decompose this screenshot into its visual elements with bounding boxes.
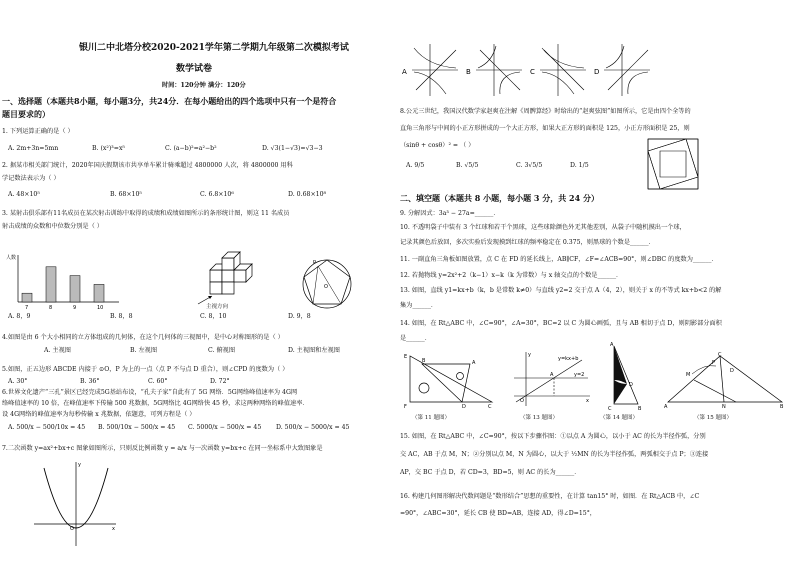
- q1-stem: 1. 下列运算正确的是（ ）: [2, 128, 74, 135]
- q6-stem: 6.世界文化遗产“三孔”景区已经完成5G基站布设，“孔夫子家”自此有了 5G 网络．5G网络峰值速率为 4G网: [2, 389, 298, 396]
- q3-x-tick-9: 9: [73, 305, 77, 311]
- q3-y-axis-label: 人数: [6, 255, 17, 261]
- q13-stem-2: 集为______．: [400, 302, 438, 309]
- q8-option-b: B. √5/5: [456, 162, 479, 169]
- svg-text:N: N: [722, 404, 726, 410]
- q3-x-tick-10: 10: [97, 305, 104, 311]
- q4-stem: 4.如图是由 6 个大小相同的立方体组成的几何体，在这个几何体的三视图中，是中心对称图形的是（ ）: [2, 334, 284, 341]
- q3-option-b: B. 8，8: [110, 313, 133, 320]
- svg-text:F: F: [404, 404, 407, 410]
- section1-heading: 一、选择题（本题共8小题，每小题3分，共24分．在每小题给出的四个选项中只有一个是符合: [2, 96, 337, 106]
- q15-caption: （第 15 题图）: [694, 415, 732, 421]
- q1-option-a: A. 2m+3n=5mn: [8, 145, 59, 152]
- q7-option-graphs: [400, 40, 650, 100]
- q3-x-tick-8: 8: [49, 305, 53, 311]
- q13-y2-label: y=2: [574, 372, 585, 378]
- q2-option-a: A. 48×10⁵: [8, 191, 40, 198]
- q2-option-c: C. 6.8×10⁶: [200, 191, 234, 198]
- svg-text:x: x: [112, 526, 115, 532]
- exam-subtitle: 数学试卷: [176, 64, 213, 74]
- q3-option-d: D. 9，8: [288, 313, 311, 320]
- q3-bar-7: [22, 293, 32, 302]
- q15-figure: [664, 350, 790, 410]
- svg-text:y: y: [78, 462, 81, 468]
- svg-text:M: M: [686, 372, 691, 378]
- q8-option-d: D. 1/5: [570, 162, 589, 169]
- q3-figure-label: 主视方向: [206, 304, 229, 310]
- q2-stem-2: 学记数法表示为（ ）: [2, 175, 60, 182]
- svg-text:P: P: [313, 260, 317, 266]
- q7-option-c-label: C: [530, 68, 535, 76]
- svg-text:O: O: [520, 398, 524, 404]
- q7-option-b-label: B: [466, 68, 471, 76]
- q13-stem: 13. 如图，直线 y1=kx+b（k，b 是常数 k≠0）与直线 y2=2 交于点 A（4，2），则关于 x 的不等式 kx+b<2 的解: [400, 287, 722, 294]
- q6-stem-3: 设 4G网络的峰值速率为每秒传输 x 兆数据，依题意，可列方程是（ ）: [2, 411, 196, 418]
- svg-text:B: B: [422, 358, 426, 364]
- q8-stem: 8.公元三世纪，我国汉代数学家赵爽在注解《周髀算经》时给出的“赵爽弦图”如图所示，它是由四个全等的: [400, 108, 691, 115]
- q2-stem: 2. 据某市相关部门统计，2020年国庆假期该市共享单车累计骑乘超过 4800000 人次，将 4800000 用科: [2, 162, 293, 169]
- q8-option-c: C. 3√5/5: [516, 162, 543, 169]
- q13-caption: （第 13 题图）: [520, 415, 558, 421]
- q4-option-c: C. 俯视图: [208, 347, 236, 354]
- q5-option-b: B. 36°: [80, 378, 100, 385]
- exam-title: 银川二中北塔分校2020-2021学年第二学期九年级第二次模拟考试: [79, 43, 349, 53]
- q3-bar-8: [46, 267, 56, 302]
- q5-option-a: A. 30°: [8, 378, 28, 385]
- q15-stem: 15. 如图，在 Rt△ABC 中，∠C=90°，按以下步骤作图：①以点 A 为圆心，以小于 AC 的长为半径作弧，分别: [400, 433, 706, 440]
- svg-text:E: E: [404, 354, 408, 360]
- section2-heading: 二、填空题（本题共 8 小题，每小题 3 分，共 24 分）: [400, 193, 599, 203]
- q7-stem: 7.二次函数 y=ax²+bx+c 图象如图所示，只则反比例函数 y = a/x 与一次函数 y=bx+c 在同一坐标系中大致图象是: [2, 445, 323, 452]
- q3-stem: 3. 某射击俱乐部有11名成员在某次射击训练中取得的成绩和成绩如图所示的条形统计图，则这 11 名成员: [2, 210, 290, 217]
- q9-stem: 9. 分解因式：3a³ − 27a=______．: [400, 210, 500, 217]
- q4-option-a: A. 主视图: [44, 347, 71, 354]
- q6-option-b: B. 500/10x − 500/x = 45: [98, 424, 176, 431]
- q8-zhao-shuang-figure: [646, 137, 702, 193]
- svg-text:A: A: [664, 404, 668, 410]
- q3-bar-chart: [4, 250, 124, 312]
- svg-text:A: A: [610, 342, 614, 348]
- q8-stem-3: （sinθ + cosθ）² = （ ）: [400, 142, 475, 149]
- svg-text:O: O: [70, 526, 74, 532]
- svg-text:D: D: [629, 382, 633, 388]
- q16-stem: 16. 构建几何图形解决代数问题是“数形结合”思想的重要性，在计算 tan15° 时，如图．在 Rt△ACB 中，∠C: [400, 493, 700, 500]
- svg-text:C: C: [718, 352, 722, 358]
- q10-stem-2: 记录其颜色后放回，多次实验后发现摸到红球的频率稳定在 0.375，则黑球的个数是______．: [400, 239, 655, 246]
- svg-text:P: P: [712, 360, 716, 366]
- svg-text:A: A: [550, 372, 554, 378]
- q7-option-a-label: A: [402, 68, 407, 76]
- q13-figure: [510, 350, 592, 410]
- q2-option-d: D. 0.68×10⁸: [288, 191, 326, 198]
- q12-stem: 12. 若抛物线 y=2x²+2（k−1）x−k（k 为常数）与 x 轴交点的个数是______．: [400, 272, 623, 279]
- q11-figure: [402, 350, 502, 410]
- svg-text:C: C: [608, 406, 612, 412]
- q3-option-a: A. 8，9: [8, 313, 31, 320]
- q6-option-c: C. 5000/x − 500/x = 45: [188, 424, 262, 431]
- q15-stem-2: 交 AC，AB 于点 M，N；②分别以点 M，N 为圆心，以大于 ½MN 的长为半径作弧，两弧相交于点 P；③连接: [400, 451, 709, 458]
- q6-option-d: D. 500/x − 5000/x = 45: [276, 424, 350, 431]
- q1-option-b: B. (x²)³=x⁵: [92, 145, 125, 152]
- q6-option-a: A. 500/x − 500/10x = 45: [8, 424, 86, 431]
- q13-eq-label: y=kx+b: [558, 356, 579, 362]
- svg-text:O: O: [324, 284, 328, 290]
- q11-caption: （第 11 题图）: [412, 415, 450, 421]
- q8-option-a: A. 9/5: [406, 162, 425, 169]
- q2-option-b: B. 68×10⁵: [110, 191, 142, 198]
- q3-bar-10: [94, 284, 104, 302]
- q3-bar-9: [70, 276, 80, 302]
- q1-option-d: D. √3(1−√3)=√3−3: [262, 145, 323, 152]
- q1-option-c: C. (a−b)²=a²−b²: [165, 145, 217, 152]
- svg-text:y: y: [528, 352, 531, 358]
- q8-stem-2: 直角三角形与中间的小正方形拼成的一个大正方形，如果大正方形的面积是 125，小正方形面积是 25，则: [400, 125, 690, 132]
- q5-option-c: C. 60°: [148, 378, 168, 385]
- q5-stem: 5.如图，正五边形 ABCDE 内接于 ⊙O，P 为上的一点（点 P 不与点 D 重合），则∠CPD 的度数为（ ）: [2, 366, 289, 373]
- q7-parabola-figure: [30, 458, 120, 550]
- q3-x-tick-7: 7: [25, 305, 29, 311]
- q14-stem-2: 是______．: [400, 335, 431, 342]
- q4-option-d: D. 主视图和左视图: [288, 347, 340, 354]
- q3-stem-2: 射击成绩的众数和中位数分别是（ ）: [2, 223, 103, 230]
- right-column: [398, 0, 794, 562]
- q15-stem-3: AP，交 BC 于点 D，若 CD=3，BD=5，则 AC 的长为______．: [400, 469, 581, 476]
- q3-option-c: C. 8，10: [200, 313, 227, 320]
- q4-option-b: B. 左视图: [130, 347, 158, 354]
- svg-text:x: x: [586, 398, 589, 404]
- q5-option-d: D. 72°: [210, 378, 230, 385]
- q14-figure: [606, 342, 646, 412]
- q14-stem: 14. 如图，在 Rt△ABC 中，∠C=90°，∠A=30°，BC=2 以 C 为圆心画弧，且与 AB 相切于点 D，则阴影部分面积: [400, 320, 722, 327]
- exam-meta: 时间：120分钟 满分：120分: [162, 82, 246, 89]
- svg-text:A: A: [472, 360, 476, 366]
- svg-text:D: D: [730, 368, 734, 374]
- svg-text:C: C: [488, 404, 492, 410]
- q10-stem: 10. 不透明袋子中装有 3 个红球和若干个黑球，这些球除颜色外无其他差别，从袋子中随机摸出一个球，: [400, 224, 686, 231]
- section1-heading-2: 题目要求的）: [2, 109, 50, 119]
- svg-text:B: B: [780, 404, 784, 410]
- q6-stem-2: 络峰值速率的 10 倍，在峰值速率下传输 500 兆数据，5G网络比 4G网络快 45 秒，求这两种网络的峰值速率．: [2, 400, 309, 407]
- svg-text:B: B: [638, 406, 642, 412]
- svg-text:D: D: [462, 404, 466, 410]
- left-column: [0, 0, 395, 562]
- q11-stem: 11. 一副直角三角板如图放置，点 C 在 FD 的延长线上，AB∥CF，∠F=∠ACB=90°，则∠DBC 的度数为______．: [400, 256, 718, 263]
- q16-stem-2: =90°，∠ABC=30°，延长 CB 使 BD=AB，连接 AD，得∠D=15°，: [400, 510, 596, 517]
- q14-caption: （第 14 题图）: [600, 415, 638, 421]
- q7-option-d-label: D: [594, 68, 600, 76]
- q5-pentagon-figure: [298, 254, 358, 312]
- q4-cube-figure: [192, 250, 272, 310]
